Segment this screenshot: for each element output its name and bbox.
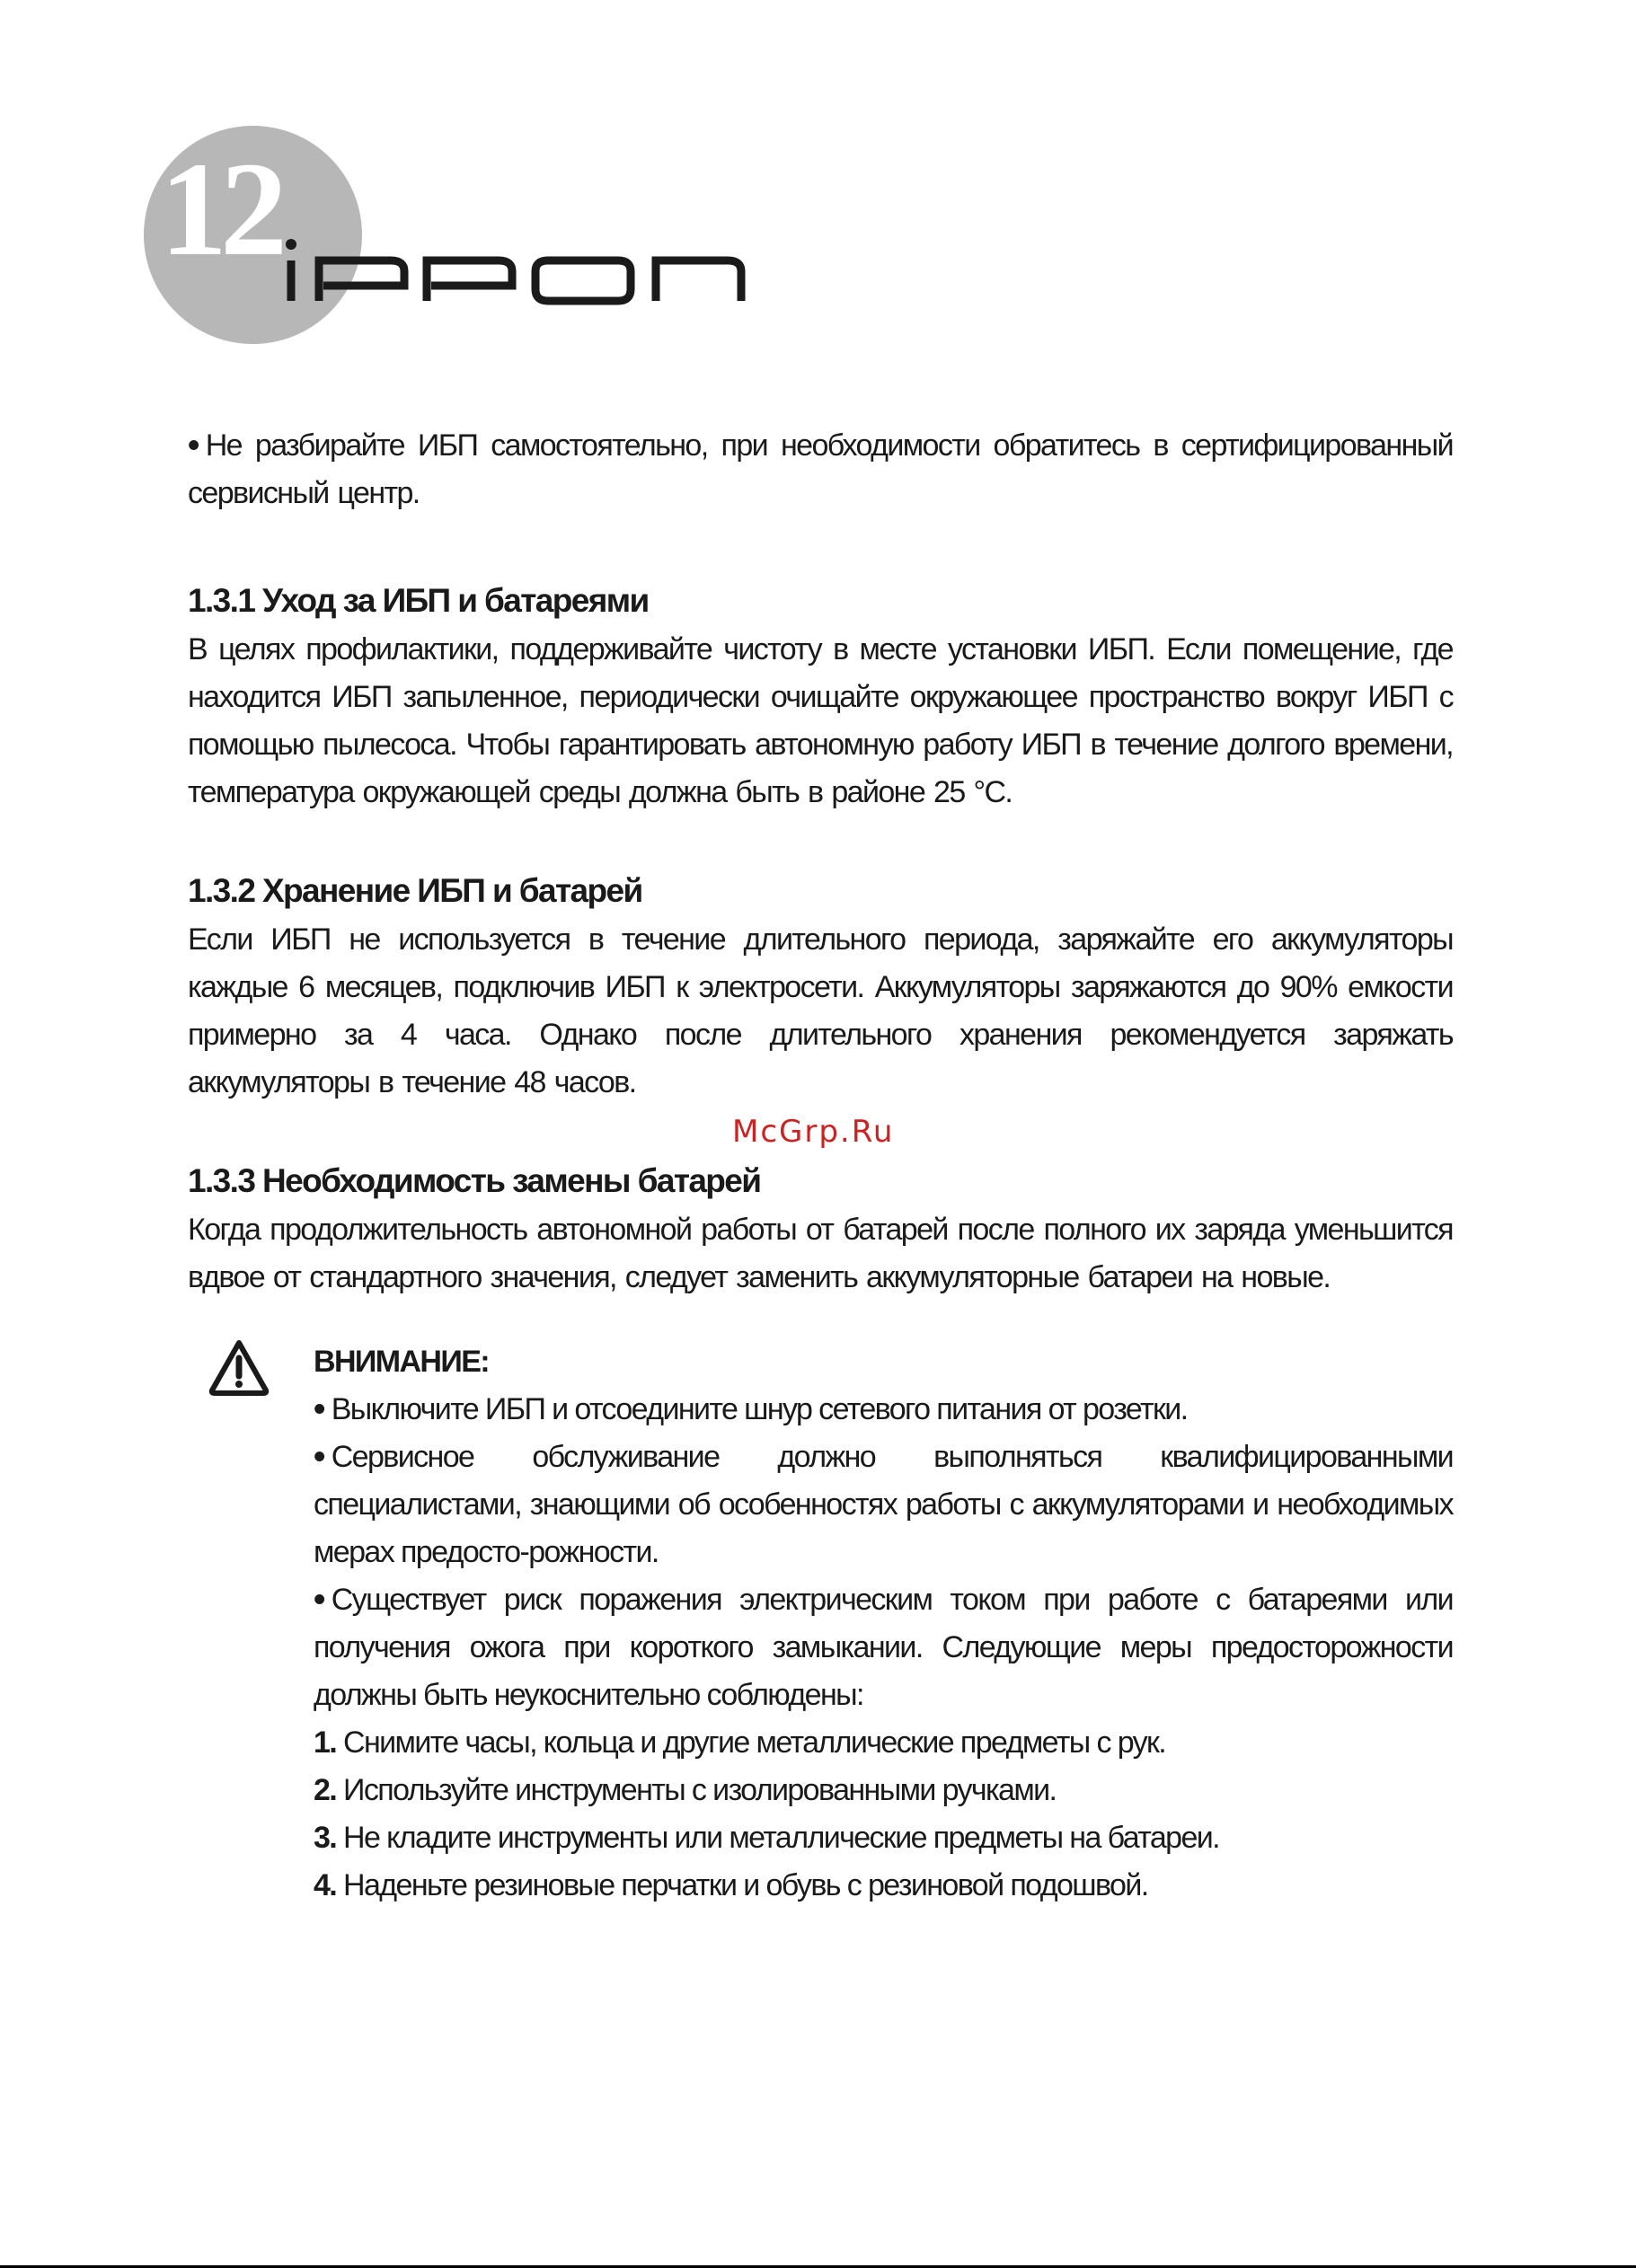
step-text: Не кладите инструменты или металлические предметы на батареи. — [343, 1821, 1220, 1855]
step-number: 4. — [314, 1868, 337, 1902]
warning-step — [314, 1767, 1453, 1814]
bullet-icon: • — [314, 1390, 324, 1428]
step-text: Наденьте резиновые перчатки и обувь с резиновой подошвой. — [343, 1868, 1148, 1902]
section-title: 1.3.3 Необходимость замены батарей — [188, 1162, 761, 1199]
step-number: 3. — [314, 1821, 337, 1855]
warning-triangle-icon — [208, 1338, 270, 1396]
warning-step — [314, 1862, 1453, 1910]
warning-bullet-text: Выключите ИБП и отсоедините шнур сетевого питания от розетки. — [331, 1392, 1188, 1426]
warning-step — [314, 1719, 1453, 1767]
section-title: 1.3.2 Хранение ИБП и батарей — [188, 872, 642, 909]
step-text: Снимите часы, кольца и другие металлические предметы с рук. — [343, 1725, 1166, 1760]
warning-bullet — [314, 1576, 1453, 1719]
bullet-icon: • — [314, 1438, 324, 1476]
step-number: 1. — [314, 1725, 337, 1760]
step-number: 2. — [314, 1773, 337, 1807]
warning-bullet — [314, 1434, 1453, 1576]
page-header — [144, 126, 647, 359]
section-text: В целях профилактики, поддерживайте чистоту в месте установки ИБП. Если помещение, где находится ИБП запыленное, периодически очищайте окружающее пространство вокруг ИБП с помощью пылесоса. Чтобы гарантировать автономную работу ИБП в течение долгого времени, температура окружающей среды должна быть в районе 25 °С. — [188, 632, 1453, 809]
intro-bullet — [188, 422, 1453, 517]
warning-bullet-text: Существует риск поражения электрическим током при работе с батареями или получения ожога при короткого замыкании. Следующие меры предосторожности должны быть неукоснительно соблюдены: — [314, 1583, 1453, 1712]
warning-bullet — [314, 1386, 1453, 1434]
warning-body — [314, 1338, 1453, 1910]
section-text: Если ИБП не используется в течение длительного периода, заряжайте его аккумуляторы каждые 6 месяцев, подключив ИБП к электросети. Аккумуляторы заряжаются до 90% емкости примерно за 4 часа. Однако после длительного хранения рекомендуется заряжать аккумуляторы в течение 48 часов. — [188, 922, 1453, 1099]
section-title: 1.3.1 Уход за ИБП и батареями — [188, 582, 649, 619]
bullet-icon: • — [314, 1581, 324, 1619]
intro-bullet-text: Не разбирайте ИБП самостоятельно, при необходимости обратитесь в сертифицированный сервисный центр. — [188, 428, 1453, 510]
warning-title: ВНИМАНИЕ: — [314, 1345, 490, 1379]
step-text: Используйте инструменты с изолированными ручками. — [343, 1773, 1057, 1807]
bullet-icon: • — [188, 427, 199, 464]
warning-bullet-text: Сервисное обслуживание должно выполняться квалифицированными специалистами, знающими об особенностях работы с аккумуляторами и необходимых мерах предосто-рожности. — [314, 1440, 1453, 1569]
page-number: 12 — [160, 135, 280, 284]
document-content — [188, 422, 1453, 1302]
warning-step — [314, 1814, 1453, 1862]
section-text: Когда продолжительность автономной работы от батарей после полного их заряда уменьшится вдвое от стандартного значения, следует заменить аккумуляторные батареи на новые. — [188, 1213, 1453, 1294]
ippon-logo — [279, 234, 773, 305]
watermark: McGrp.Ru — [732, 1114, 895, 1150]
